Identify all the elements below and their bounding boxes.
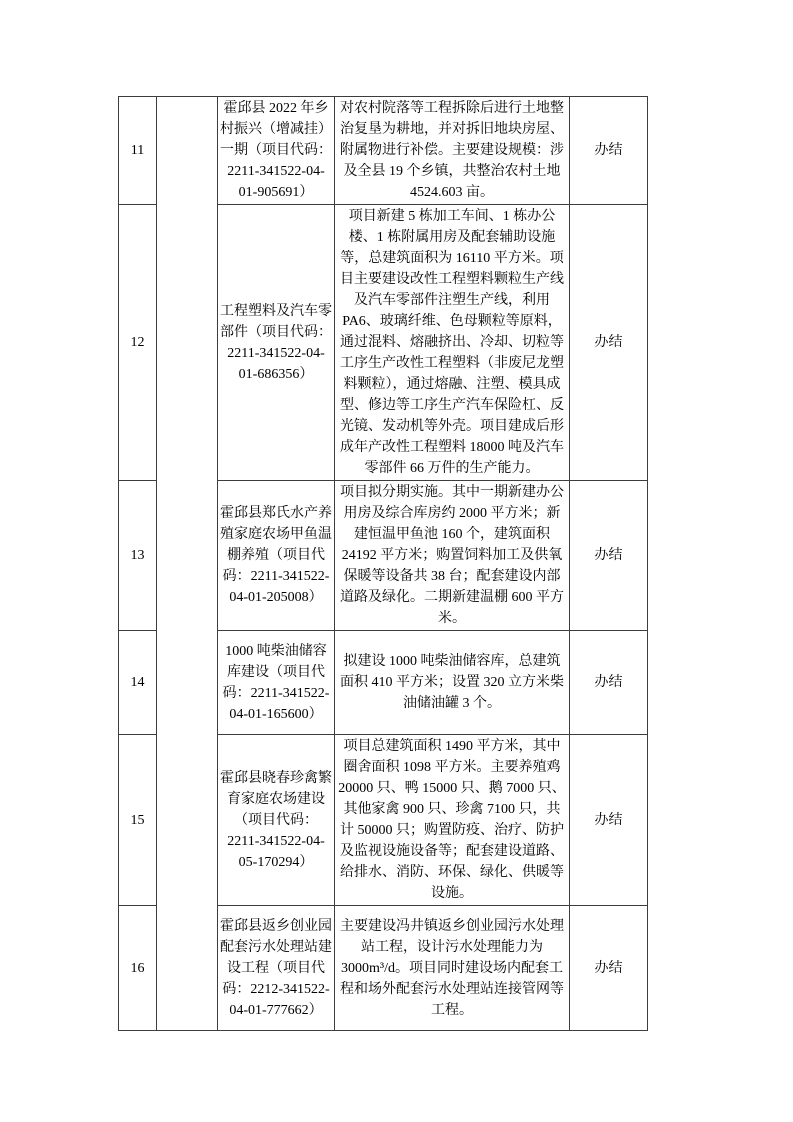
project-description-cell: 项目新建 5 栋加工车间、1 栋办公楼、1 栋附属用房及配套辅助设施等，总建筑面积为 16110 平方米。项目主要建设改性工程塑料颗粒生产线及汽车零部件注塑生产线，利用 PA6、玻璃纤维、色母颗粒等原料，通过混料、熔融挤出、冷却、切粒等工序生产改性工程塑料（非废尼龙塑料颗粒），通过熔融、注塑、模具成型、修边等工序生产汽车保险杠、反光镜、发动机等外壳。项目建成后形成年产改性工程塑料 18000 吨及汽车零部件 66 万件的生产能力。 [335, 205, 570, 481]
project-name-cell: 霍邱县 2022 年乡村振兴（增减挂）一期（项目代码：2211-341522-04-01-905691） [218, 97, 335, 205]
project-description-cell: 项目总建筑面积 1490 平方米，其中圈舍面积 1098 平方米。主要养殖鸡 20000 只、鸭 15000 只、鹅 7000 只、其他家禽 900 只、珍禽 7100 只，共计 50000 只；购置防疫、治疗、防护及监视设施设备等；配套建设道路、给排水、消防、环保、绿化、供暖等设施。 [335, 735, 570, 906]
status-cell: 办结 [570, 735, 648, 906]
project-description-cell: 主要建设冯井镇返乡创业园污水处理站工程，设计污水处理能力为 3000m³/d。项目同时建设场内配套工程和场外配套污水处理站连接管网等工程。 [335, 906, 570, 1031]
row-number-cell: 12 [119, 205, 157, 481]
project-name-cell: 霍邱县返乡创业园配套污水处理站建设工程（项目代码：2212-341522-04-01-777662） [218, 906, 335, 1031]
merged-empty-cell [157, 97, 218, 1031]
status-cell: 办结 [570, 205, 648, 481]
project-name-cell: 霍邱县郑氏水产养殖家庭农场甲鱼温棚养殖（项目代码：2211-341522-04-01-205008） [218, 481, 335, 631]
project-description-cell: 项目拟分期实施。其中一期新建办公用房及综合库房约 2000 平方米；新建恒温甲鱼池 160 个，建筑面积 24192 平方米；购置饲料加工及供氧保暖等设备共 38 台；配套建设内部道路及绿化。二期新建温棚 600 平方米。 [335, 481, 570, 631]
row-number-cell: 15 [119, 735, 157, 906]
project-name-cell: 霍邱县晓春珍禽繁育家庭农场建设（项目代码：2211-341522-04-05-170294） [218, 735, 335, 906]
status-cell: 办结 [570, 906, 648, 1031]
projects-table [118, 96, 648, 1031]
status-cell: 办结 [570, 97, 648, 205]
row-number-cell: 11 [119, 97, 157, 205]
row-number-cell: 13 [119, 481, 157, 631]
table-row [119, 97, 648, 205]
status-cell: 办结 [570, 631, 648, 735]
row-number-cell: 16 [119, 906, 157, 1031]
row-number-cell: 14 [119, 631, 157, 735]
project-name-cell: 1000 吨柴油储容库建设（项目代码：2211-341522-04-01-165600） [218, 631, 335, 735]
project-description-cell: 拟建设 1000 吨柴油储容库，总建筑面积 410 平方米；设置 320 立方米柴油储油罐 3 个。 [335, 631, 570, 735]
project-name-cell: 工程塑料及汽车零部件（项目代码：2211-341522-04-01-686356） [218, 205, 335, 481]
project-description-cell: 对农村院落等工程拆除后进行土地整治复垦为耕地，并对拆旧地块房屋、附属物进行补偿。主要建设规模：涉及全县 19 个乡镇，共整治农村土地 4524.603 亩。 [335, 97, 570, 205]
status-cell: 办结 [570, 481, 648, 631]
